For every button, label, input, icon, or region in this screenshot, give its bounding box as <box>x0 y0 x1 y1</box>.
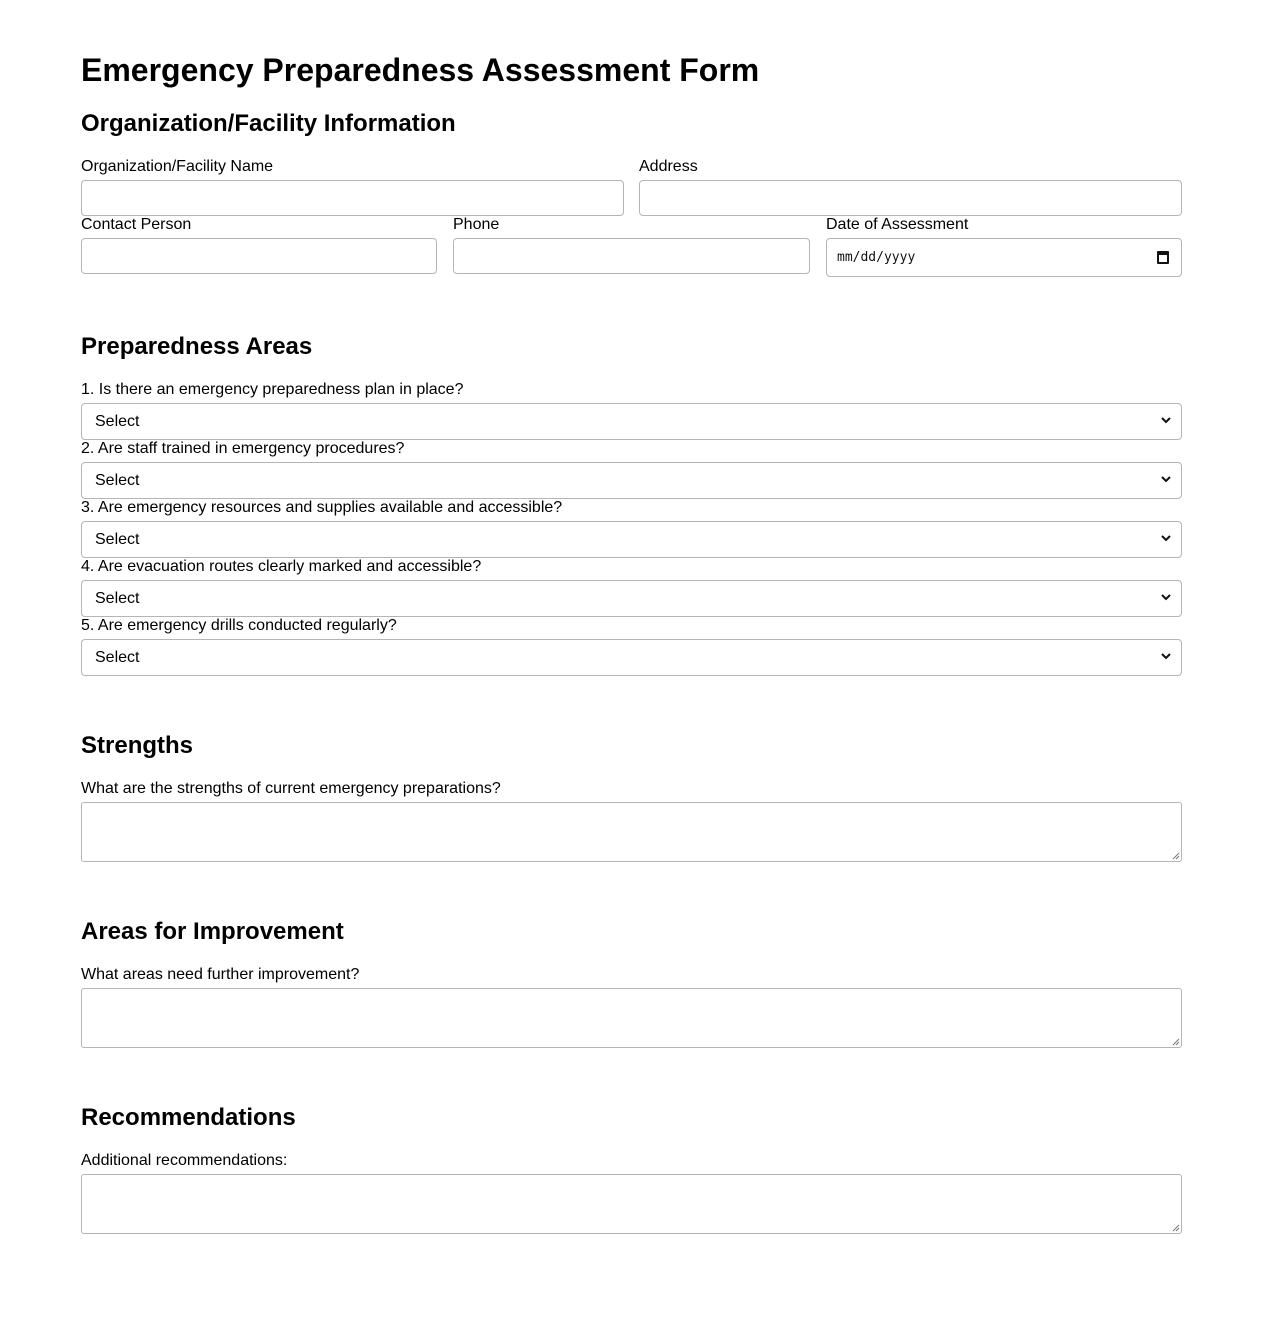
recommendations-label: Additional recommendations: <box>81 1152 288 1169</box>
recommendations-heading: Recommendations <box>81 1104 296 1131</box>
recommendations-textarea[interactable] <box>81 1174 1182 1234</box>
address-input[interactable] <box>639 180 1182 216</box>
resize-handle-icon[interactable] <box>1171 851 1180 860</box>
improvement-textarea[interactable] <box>81 988 1182 1048</box>
chevron-down-icon <box>1160 473 1172 485</box>
date-input[interactable] <box>826 238 1182 277</box>
question-5-select[interactable] <box>81 639 1182 676</box>
improvement-heading: Areas for Improvement <box>81 918 344 945</box>
contact-person-input[interactable] <box>81 238 437 274</box>
address-label: Address <box>639 158 698 175</box>
select-value: Select <box>95 531 140 548</box>
question-4-select[interactable] <box>81 580 1182 617</box>
question-3-label: 3. Are emergency resources and supplies available and accessible? <box>81 499 563 516</box>
preparedness-heading: Preparedness Areas <box>81 333 313 360</box>
question-3-select[interactable] <box>81 521 1182 558</box>
resize-handle-icon[interactable] <box>1171 1223 1180 1232</box>
org-section-heading: Organization/Facility Information <box>81 110 456 137</box>
chevron-down-icon <box>1160 591 1172 603</box>
question-1-select[interactable] <box>81 403 1182 440</box>
chevron-down-icon <box>1160 532 1172 544</box>
question-4-label: 4. Are evacuation routes clearly marked and accessible? <box>81 558 482 575</box>
page-title: Emergency Preparedness Assessment Form <box>81 52 760 88</box>
contact-person-label: Contact Person <box>81 216 192 233</box>
org-name-input[interactable] <box>81 180 624 216</box>
phone-input[interactable] <box>453 238 810 274</box>
select-value: Select <box>95 472 140 489</box>
strengths-heading: Strengths <box>81 732 194 759</box>
improvement-label: What areas need further improvement? <box>81 966 360 983</box>
question-2-select[interactable] <box>81 462 1182 499</box>
date-label: Date of Assessment <box>826 216 969 233</box>
org-name-label: Organization/Facility Name <box>81 158 274 175</box>
select-value: Select <box>95 649 140 666</box>
strengths-textarea[interactable] <box>81 802 1182 862</box>
phone-label: Phone <box>453 216 500 233</box>
question-5-label: 5. Are emergency drills conducted regularly? <box>81 617 397 634</box>
date-placeholder: mm/dd/yyyy <box>837 250 916 265</box>
chevron-down-icon <box>1160 650 1172 662</box>
question-1-label: 1. Is there an emergency preparedness plan in place? <box>81 381 464 398</box>
resize-handle-icon[interactable] <box>1171 1037 1180 1046</box>
question-2-label: 2. Are staff trained in emergency procedures? <box>81 440 405 457</box>
strengths-label: What are the strengths of current emergency preparations? <box>81 780 501 797</box>
chevron-down-icon <box>1160 414 1172 426</box>
calendar-icon[interactable] <box>1157 251 1169 264</box>
select-value: Select <box>95 590 140 607</box>
select-value: Select <box>95 413 140 430</box>
